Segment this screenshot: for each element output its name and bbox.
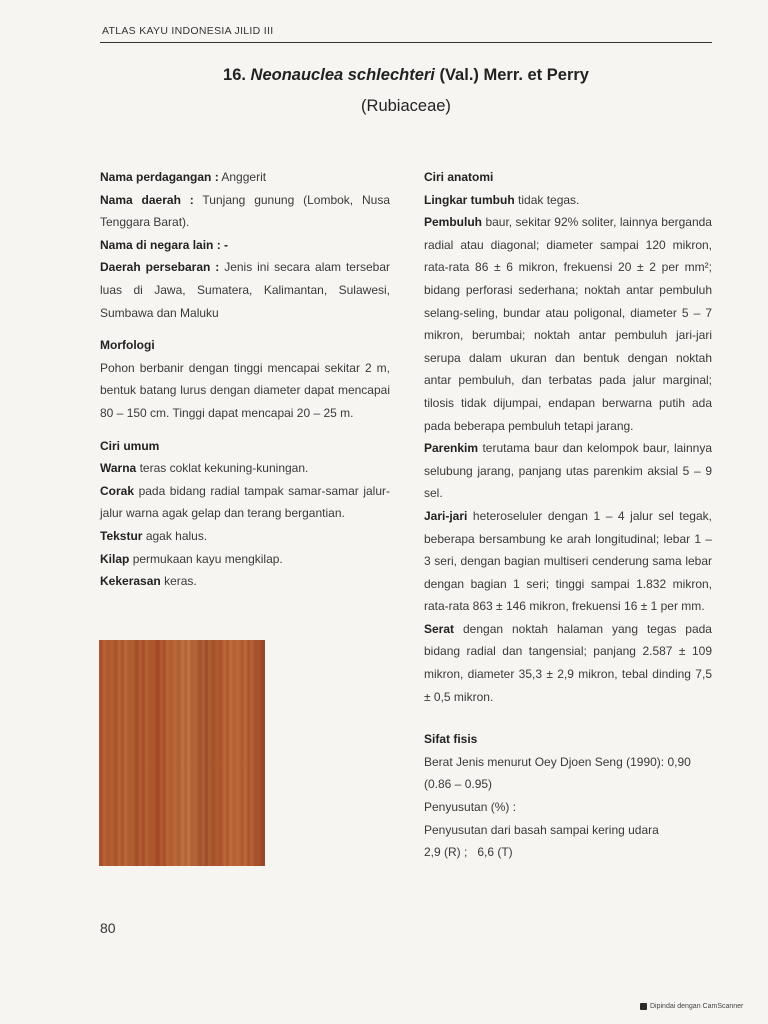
ray-label: Jari-jari bbox=[424, 508, 468, 523]
shrinkage-label: Penyusutan (%) : bbox=[424, 800, 517, 815]
growth-line bbox=[424, 189, 712, 212]
distribution bbox=[100, 256, 390, 324]
parenchyma-line bbox=[424, 437, 712, 505]
trade-name-value: Anggerit bbox=[221, 170, 267, 184]
species-author: (Val.) Merr. et Perry bbox=[439, 66, 589, 84]
fiber-label: Serat bbox=[424, 621, 455, 636]
anatomy-heading: Ciri anatomi bbox=[424, 170, 494, 184]
texture-label: Tekstur bbox=[100, 528, 143, 543]
luster-value: permukaan kayu mengkilap. bbox=[132, 551, 283, 566]
vessel-line bbox=[424, 211, 712, 437]
distribution-value: Jenis ini secara alam tersebar luas di Jawa, Sumatera, Kalimantan, Sulawesi, Sumbawa dan Maluku bbox=[100, 260, 390, 320]
hardness-label: Kekerasan bbox=[100, 574, 161, 589]
scanner-watermark bbox=[640, 1003, 743, 1010]
fiber-value: dengan noktah halaman yang tegas pada bidang radial dan tangensial; panjang 2.587 ± 109 mikron, diameter 35,3 ± 2,9 mikron, tebal dinding 7,5 ± 0,5 mikron. bbox=[424, 621, 712, 704]
species-title bbox=[100, 66, 712, 85]
parenchyma-value: terutama baur dan kelompok baur, lainnya selubung jarang, panjang utas parenkim aksial 5 – 9 sel. bbox=[424, 441, 712, 501]
growth-label: Lingkar tumbuh bbox=[424, 192, 515, 207]
color-label: Warna bbox=[100, 461, 137, 476]
local-name bbox=[100, 189, 390, 234]
vessel-value: baur, sekitar 92% soliter, lainnya berganda radial atau diagonal; diameter sampai 120 mikron, rata-rata 86 ± 6 mikron, frekuensi 20 ± 2 per mm²; bidang perforasi sederhana; noktah antar pembuluh selang-seling, bundar atau poligonal, diameter 5 – 7 mikron, berumbai; noktah antar pembuluh jari-jari serupa dalam ukuran dan bentuk dengan noktah antar pembuluh, dan terbatas pada jalur marginal; tilosis tidak dijumpai, endapan berwarna putih ada pada beberapa pembuluh tetapi jarang. bbox=[424, 215, 712, 433]
density-text: Berat Jenis menurut Oey Djoen Seng (1990): 0,90 (0.86 – 0.95) bbox=[424, 754, 691, 792]
hardness-value: keras. bbox=[164, 574, 197, 589]
luster-line bbox=[100, 548, 390, 571]
figure-line bbox=[100, 480, 390, 525]
species-name: Neonauclea schlechteri bbox=[250, 66, 435, 84]
physical-heading: Sifat fisis bbox=[424, 732, 478, 747]
ray-line bbox=[424, 505, 712, 618]
growth-value: tidak tegas. bbox=[518, 192, 580, 207]
species-number: 16. bbox=[223, 66, 246, 84]
trade-name-label: Nama perdagangan : bbox=[100, 170, 219, 184]
trade-name bbox=[100, 166, 390, 189]
distribution-label: Daerah persebaran : bbox=[100, 260, 220, 275]
scanner-text: Dipindai dengan CamScanner bbox=[650, 1003, 744, 1010]
running-head: ATLAS KAYU INDONESIA JILID III bbox=[102, 25, 274, 37]
figure-value: pada bidang radial tampak samar-samar jalur-jalur warna agak gelap dan terang bergantian. bbox=[100, 483, 391, 521]
general-heading: Ciri umum bbox=[100, 438, 160, 453]
texture-value: agak halus. bbox=[145, 528, 208, 543]
foreign-name-label: Nama di negara lain : - bbox=[100, 237, 229, 252]
luster-label: Kilap bbox=[100, 551, 130, 566]
morphology-text: Pohon berbanir dengan tinggi mencapai sekitar 2 m, bentuk batang lurus dengan diameter dapat mencapai 80 – 150 cm. Tinggi dapat mencapai 20 – 25 m. bbox=[100, 360, 390, 420]
color-line bbox=[100, 457, 390, 480]
page-number: 80 bbox=[100, 920, 116, 936]
texture-line bbox=[100, 525, 390, 548]
color-value: teras coklat kekuning-kuningan. bbox=[139, 461, 309, 476]
camscanner-icon bbox=[640, 1003, 647, 1010]
family-name: (Rubiaceae) bbox=[361, 97, 451, 115]
hardness-line bbox=[100, 570, 390, 593]
ray-value: heteroseluler dengan 1 – 4 jalur sel tegak, beberapa bersambung ke arah longitudinal; lebar 1 – 3 seri, dengan bagian multiseri cenderung sama lebar dengan bagian 1 seri; tinggi sampai 1.832 mikron, rata-rata 863 ± 146 mikron, frekuensi 16 ± 1 per mm. bbox=[424, 508, 712, 614]
morphology-heading: Morfologi bbox=[100, 338, 155, 353]
figure-label: Corak bbox=[100, 483, 135, 498]
right-column bbox=[424, 166, 712, 864]
fiber-line bbox=[424, 618, 712, 708]
local-name-value: Tunjang gunung (Lombok, Nusa Tenggara Barat). bbox=[100, 192, 391, 230]
wood-sample-image bbox=[99, 640, 265, 866]
shrinkage-values: 2,9 (R) ; 6,6 (T) bbox=[424, 845, 513, 860]
local-name-label: Nama daerah : bbox=[100, 192, 194, 207]
parenchyma-label: Parenkim bbox=[424, 441, 479, 456]
left-column bbox=[100, 166, 390, 593]
vessel-label: Pembuluh bbox=[424, 215, 483, 230]
shrinkage-desc: Penyusutan dari basah sampai kering udara bbox=[424, 822, 659, 837]
header-rule bbox=[100, 42, 712, 43]
